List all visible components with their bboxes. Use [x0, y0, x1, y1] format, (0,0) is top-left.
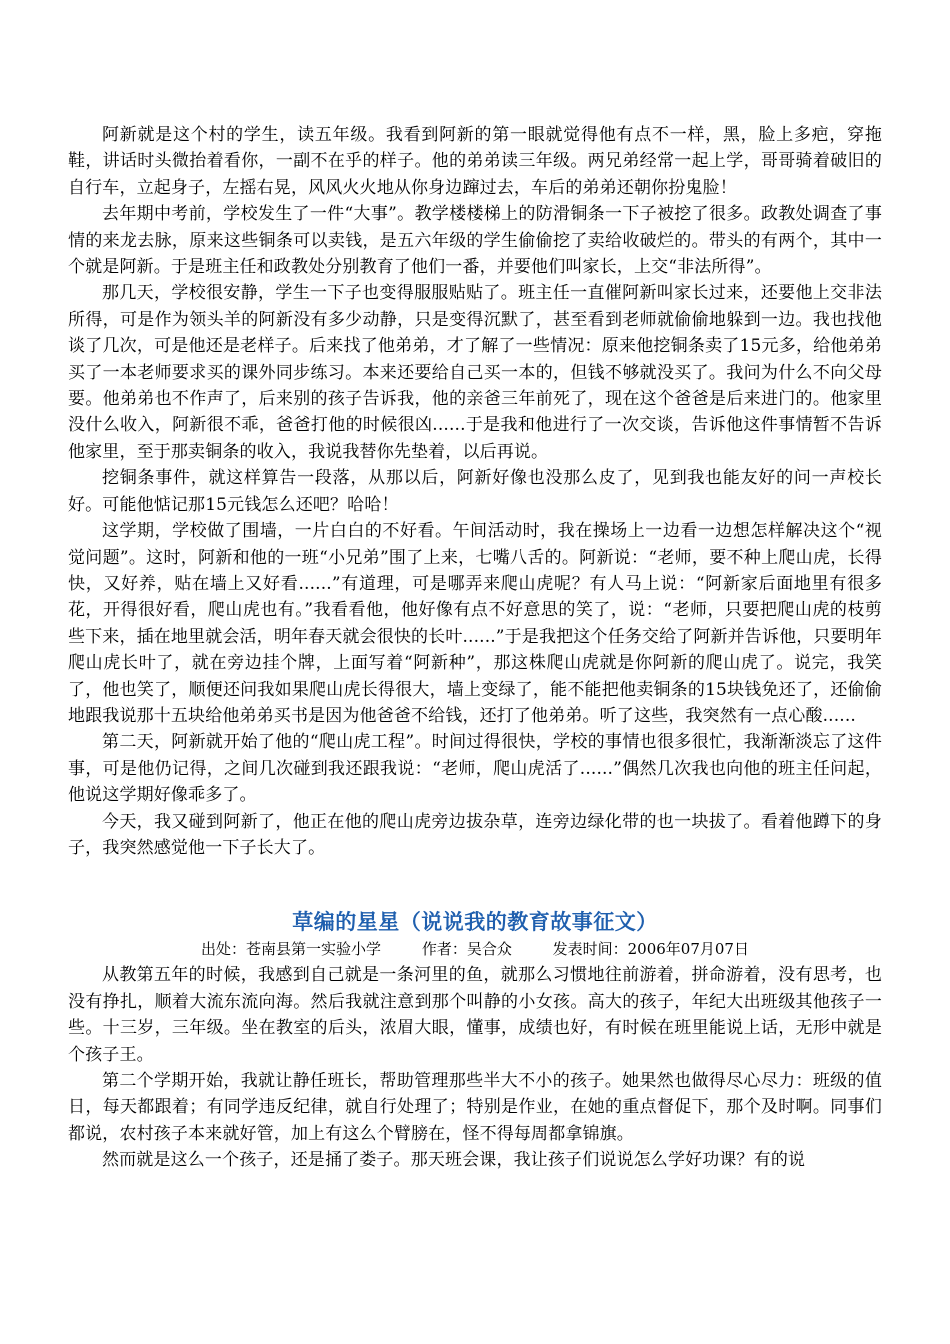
story-axin [68, 122, 882, 861]
meta-author: 作者：吴合众 [421, 940, 512, 959]
story-paragraph: 第二个学期开始，我就让静任班长，帮助管理那些半大不小的孩子。她果然也做得尽心尽力：班级的值日，每天都跟着；有同学违反纪律，就自行处理了；特别是作业，在她的重点督促下，那个及时啊。同事们都说，农村孩子本来就好管，加上有这么个臂膀在，怪不得每周都拿锦旗。 [68, 1071, 882, 1144]
story-paragraph: 第二天，阿新就开始了他的“爬山虎工程”。时间过得很快，学校的事情也很多很忙，我渐渐淡忘了这件事，可是他仍记得，之间几次碰到我还跟我说：“老师，爬山虎活了......”偶然几次我也向他的班主任问起，他说这学期好像乖多了。 [68, 732, 882, 806]
story-paragraph: 从教第五年的时候，我感到自己就是一条河里的鱼，就那么习惯地往前游着，拼命游着，没有思考，也没有挣扎，顺着大流东流向海。然后我就注意到那个叫静的小女孩。高大的孩子，年纪大出班级其他孩子一些。十三岁，三年级。坐在教室的后头，浓眉大眼，懂事，成绩也好，有时候在班里能说上话，无形中就是个孩子王。 [68, 965, 882, 1065]
story-paragraph: 阿新就是这个村的学生，读五年级。我看到阿新的第一眼就觉得他有点不一样，黑，脸上多疤，穿拖鞋，讲话时头微抬着看你，一副不在乎的样子。他的弟弟读三年级。两兄弟经常一起上学，哥哥骑着破旧的自行车，立起身子，左摇右晃，风风火火地从你身边蹿过去，车后的弟弟还朝你扮鬼脸！ [68, 125, 882, 198]
story-paragraph: 这学期，学校做了围墙，一片白白的不好看。午间活动时，我在操场上一边看一边想怎样解决这个“视觉问题”。这时，阿新和他的一班“小兄弟”围了上来，七嘴八舌的。阿新说：“老师，要不种上爬山虎，长得快，又好养，贴在墙上又好看......”有道理，可是哪弄来爬山虎呢？有人马上说：“阿新家后面地里有很多花，开得很好看，爬山虎也有。”我看看他，他好像有点不好意思的笑了，说：“老师，只要把爬山虎的枝剪些下来，插在地里就会活，明年春天就会很快的长叶......”于是我把这个任务交给了阿新并告诉他，只要明年爬山虎长叶了，就在旁边挂个牌，上面写着“阿新种”，那这株爬山虎就是你阿新的爬山虎了。说完，我笑了，他也笑了，顺便还问我如果爬山虎长得很大，墙上变绿了，能不能把他卖铜条的15块钱免还了，还偷偷地跟我说那十五块给他弟弟买书是因为他爸爸不给钱，还打了他弟弟。听了这些，我突然有一点心酸...... [68, 521, 882, 726]
meta-source: 出处：苍南县第一实验小学 [201, 940, 382, 959]
section-spacer [68, 861, 882, 908]
story-paragraph: 然而就是这么一个孩子，还是捅了娄子。那天班会课，我让孩子们说说怎么学好功课？有的说 [102, 1150, 806, 1171]
story-paragraph: 挖铜条事件，就这样算告一段落，从那以后，阿新好像也没那么皮了，见到我也能友好的问一声校长好。可能他惦记那15元钱怎么还吧？哈哈！ [68, 468, 882, 515]
document-page [68, 122, 882, 1174]
story-paragraph: 去年期中考前，学校发生了一件“大事”。教学楼楼梯上的防滑铜条一下子被挖了很多。政教处调查了事情的来龙去脉，原来这些铜条可以卖钱，是五六年级的学生偷偷挖了卖给收破烂的。带头的有两个，其中一个就是阿新。于是班主任和政教处分别教育了他们一番，并要他们叫家长，上交“非法所得”。 [68, 204, 882, 278]
article-meta [68, 936, 882, 962]
story-grass-star [68, 908, 882, 1173]
story-paragraph: 今天，我又碰到阿新了，他正在他的爬山虎旁边拔杂草，连旁边绿化带的也一块拔了。看着他蹲下的身子，我突然感觉他一下子长大了。 [68, 811, 882, 858]
story-paragraph: 那几天，学校很安静，学生一下子也变得服服贴贴了。班主任一直催阿新叫家长过来，还要他上交非法所得，可是作为领头羊的阿新没有多少动静，只是变得沉默了，甚至看到老师就偷偷地躲到一边。我也找他谈了几次，可是他还是老样子。后来找了他弟弟，才了解了一些情况：原来他挖铜条卖了15元多，给他弟弟买了一本老师要求买的课外同步练习。本来还要给自己买一本的，但钱不够就没买了。我问为什么不向父母要。他弟弟也不作声了，后来别的孩子告诉我，他的亲爸三年前死了，现在这个爸爸是后来进门的。他家里没什么收入，阿新很不乖，爸爸打他的时候很凶......于是我和他进行了一次交谈，告诉他这件事情暂不告诉他家里，至于那卖铜条的收入，我说我替你先垫着，以后再说。 [68, 283, 882, 462]
article-title: 草编的星星（说说我的教育故事征文） [292, 909, 658, 935]
meta-date: 发表时间：2006年07月07日 [552, 940, 749, 959]
